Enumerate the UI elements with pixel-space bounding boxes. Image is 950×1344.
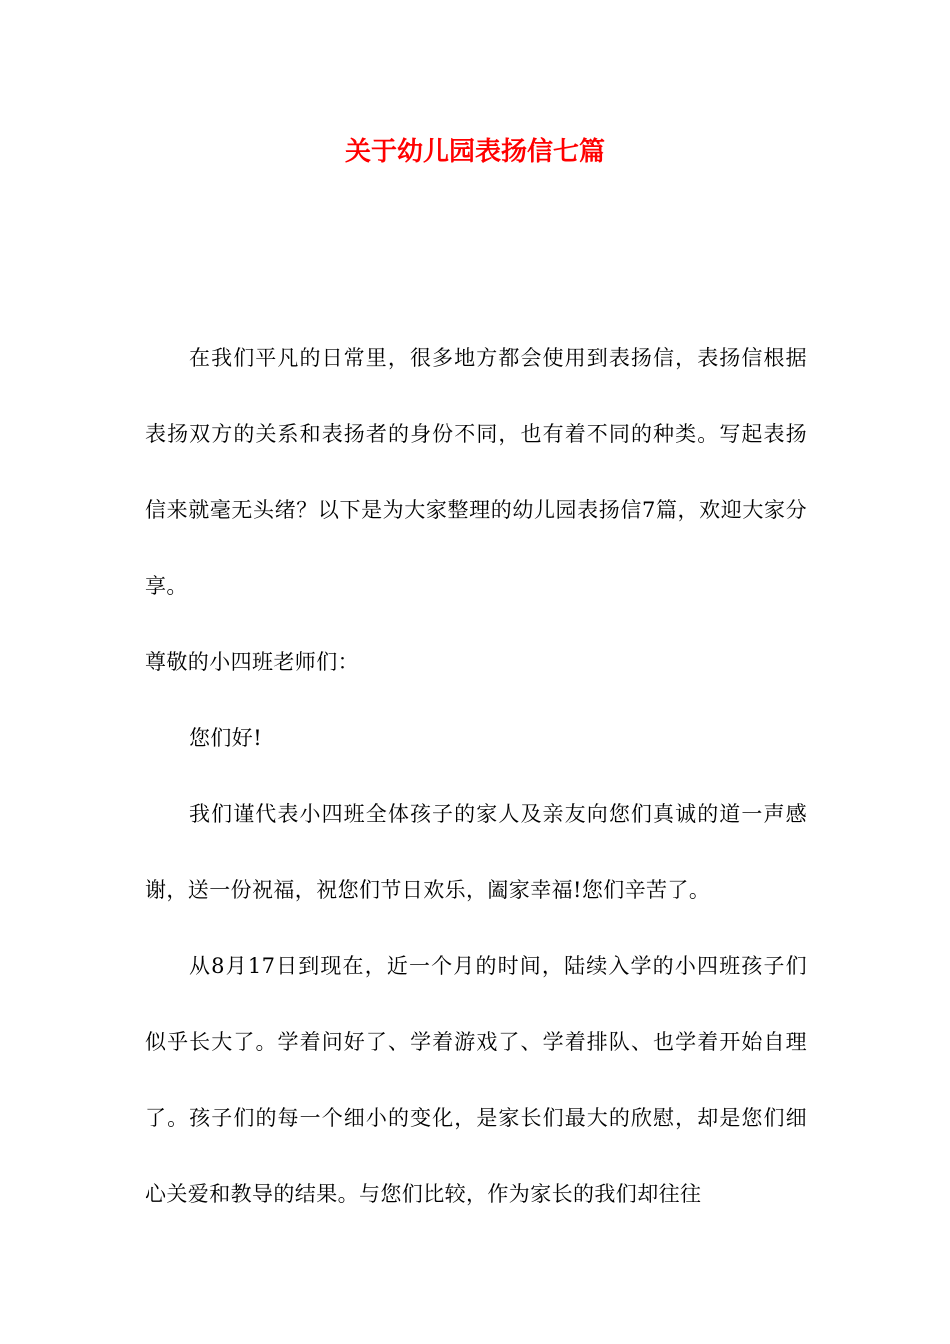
greeting: 您们好! [189, 726, 263, 750]
progress-paragraph: 从8月17日到现在，近一个月的时间，陆续入学的小四班孩子们似乎长大了。学着问好了、学着游戏了、学着排队、也学着开始自理了。孩子们的每一个细小的变化，是家长们最大的欣慰，却是您们细心关爱和教导的结果。与您们比较，作为家长的我们却往往 [145, 954, 807, 1206]
intro-paragraph: 在我们平凡的日常里，很多地方都会使用到表扬信，表扬信根据表扬双方的关系和表扬者的身份不同，也有着不同的种类。写起表扬信来就毫无头绪？以下是为大家整理的幼儿园表扬信7篇，欢迎大家分享。 [145, 346, 807, 598]
document-body [145, 320, 807, 1232]
document-title: 关于幼儿园表扬信七篇 [344, 137, 605, 167]
thanks-paragraph: 我们谨代表小四班全体孩子的家人及亲友向您们真诚的道一声感谢，送一份祝福，祝您们节日欢乐，阖家幸福!您们辛苦了。 [145, 802, 807, 902]
salutation: 尊敬的小四班老师们： [145, 650, 359, 674]
